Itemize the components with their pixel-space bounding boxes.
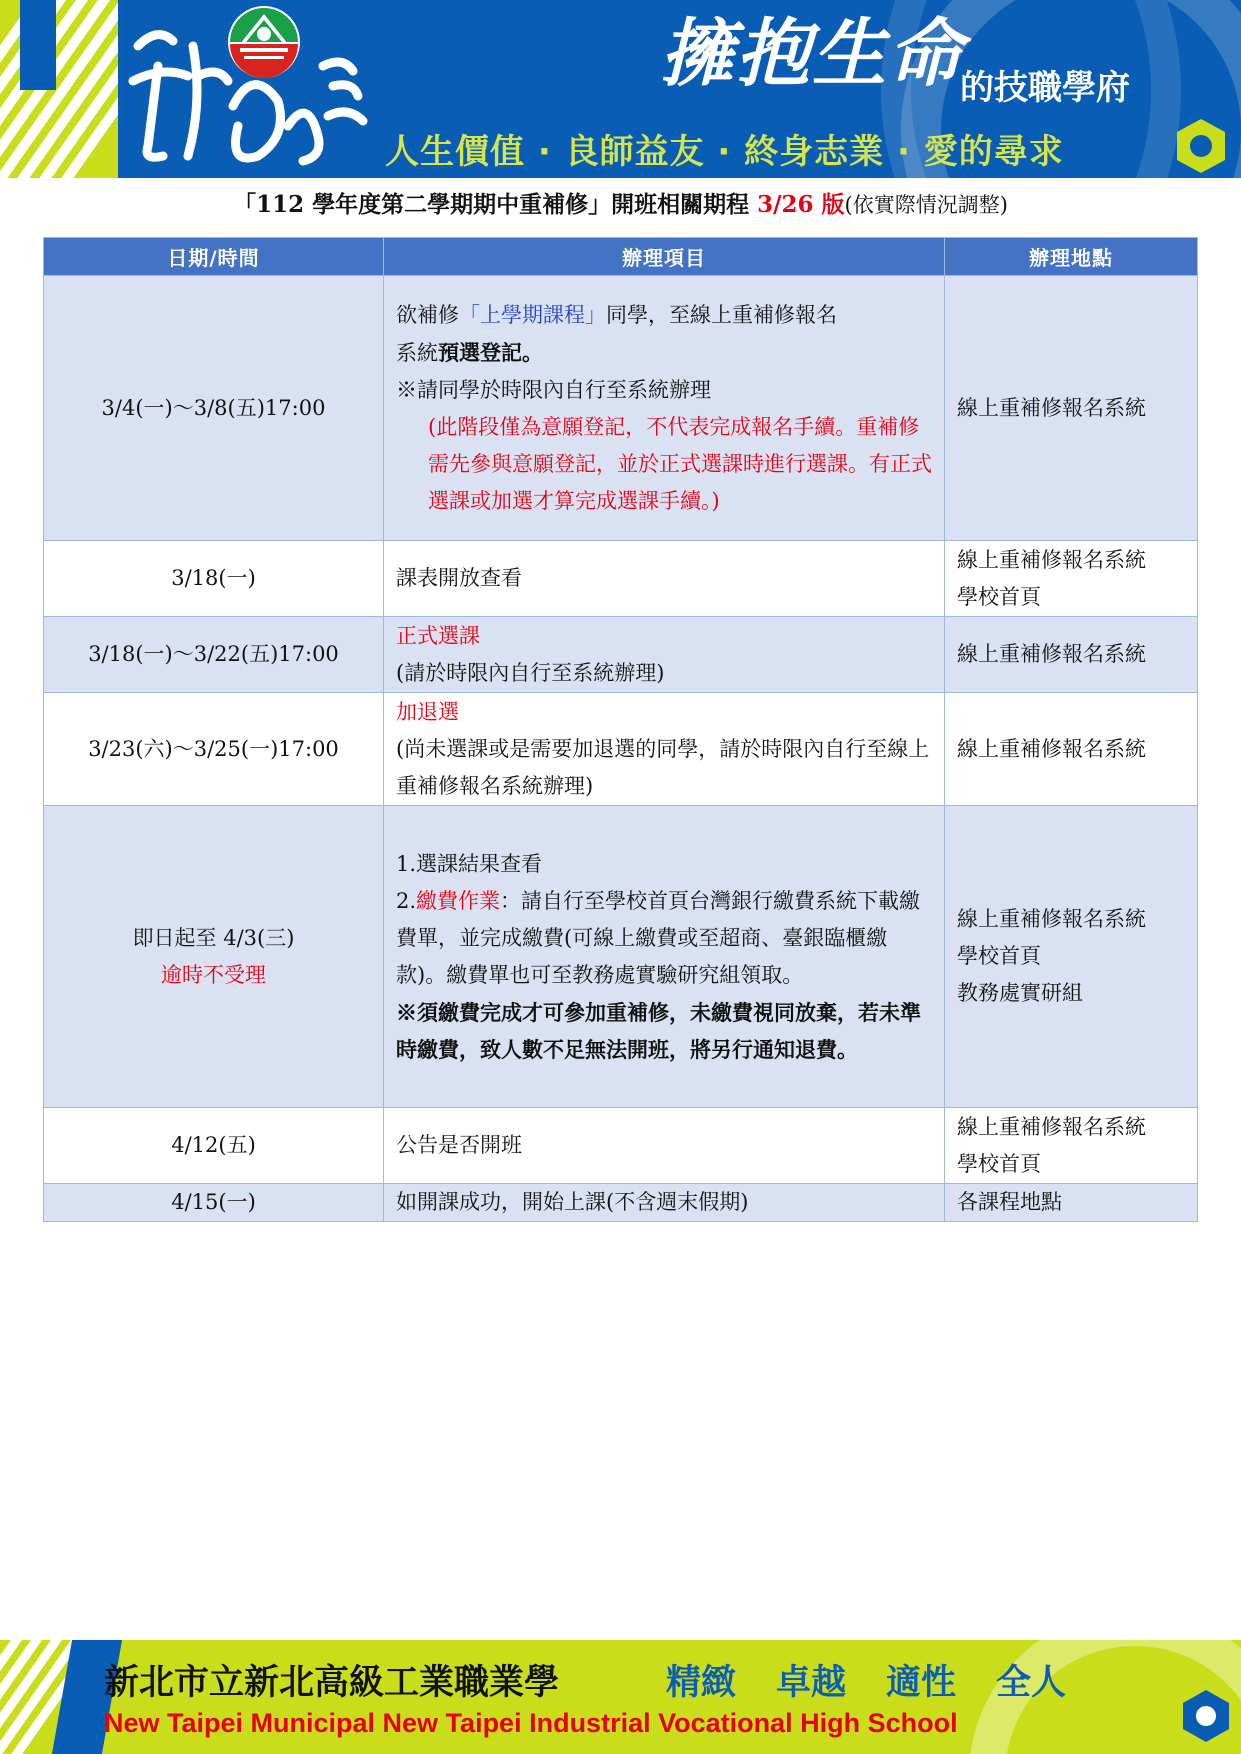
warning-note: (此階段僅為意願登記，不代表完成報名手續。重補修需先參與意願登記，並於正式選課時進行選課。有正式選課或加選才算完成選課手續。) xyxy=(428,414,932,513)
row-item: 公告是否開班 xyxy=(384,1108,945,1184)
header-banner xyxy=(0,0,1241,178)
title-version: 3/26 版 xyxy=(757,191,845,218)
schedule-table xyxy=(43,237,1198,1222)
row-location: 線上重補修報名系統 xyxy=(945,693,1198,806)
title-note: (依實際情況調整) xyxy=(844,193,1008,217)
table-header-row xyxy=(44,238,1198,276)
row-item: 正式選課 (請於時限內自行至系統辦理) xyxy=(384,617,945,693)
school-name-english: New Taipei Municipal New Taipei Industrial Vocational High School xyxy=(104,1708,958,1738)
row-date: 4/15(一) xyxy=(44,1184,384,1222)
row-date: 4/12(五) xyxy=(44,1108,384,1184)
table-row xyxy=(44,276,1198,541)
header-location: 辦理地點 xyxy=(945,238,1198,276)
slogan-sub: 的技職學府 xyxy=(960,68,1130,108)
row-location: 線上重補修報名系統 學校首頁 xyxy=(945,1108,1198,1184)
row-item: 1.選課結果查看 2.繳費作業：請自行至學校首頁台灣銀行繳費系統下載繳費單，並完成繳費(可線上繳費或至超商、臺銀臨櫃繳款)。繳費單也可至教務處實驗研究組領取。 ※須繳費完成才可參加重補修，未繳費視同放棄，若未準時繳費，致人數不足無法開班，將另行通知退費。 xyxy=(384,806,945,1108)
calligraphy-logo xyxy=(118,6,378,176)
table-row xyxy=(44,693,1198,806)
row-location: 線上重補修報名系統 xyxy=(945,276,1198,541)
table-row xyxy=(44,1108,1198,1184)
row-location: 各課程地點 xyxy=(945,1184,1198,1222)
table-row xyxy=(44,1184,1198,1222)
row-item: 課表開放查看 xyxy=(384,541,945,617)
slogan-main: 擁抱生命 xyxy=(660,11,964,97)
row-location: 線上重補修報名系統 學校首頁 教務處實研組 xyxy=(945,806,1198,1108)
school-motto: 精緻 卓越 適性 全人 xyxy=(666,1663,1067,1703)
row-item: 欲補修「上學期課程」同學，至線上重補修報名 系統預選登記。 ※請同學於時限內自行至系統辦理 (此階段僅為意願登記，不代表完成報名手續。重補修需先參與意願登記，並於正式選課時進行選課。有正式選課或加選才算完成選課手續。) xyxy=(384,276,945,541)
banner-stripes xyxy=(0,0,118,178)
hexagon-icon xyxy=(1172,117,1230,175)
header-date: 日期/時間 xyxy=(44,238,384,276)
hexagon-icon xyxy=(1178,1688,1234,1744)
title-main: 「112 學年度第二學期期中重補修」開班相關期程 xyxy=(233,191,750,218)
row-location: 線上重補修報名系統 xyxy=(945,617,1198,693)
table-row xyxy=(44,806,1198,1108)
row-date: 即日起至 4/3(三) 逾時不受理 xyxy=(44,806,384,1108)
school-name-chinese: 新北市立新北高級工業職業學 xyxy=(104,1663,560,1703)
row-item: 如開課成功，開始上課(不含週末假期) xyxy=(384,1184,945,1222)
row-date: 3/18(一)～3/22(五)17:00 xyxy=(44,617,384,693)
payment-warning: ※須繳費完成才可參加重補修，未繳費視同放棄，若未準時繳費，致人數不足無法開班，將另行通知退費。 xyxy=(396,999,921,1062)
highlight-text: 「上學期課程」 xyxy=(459,302,606,327)
table-row xyxy=(44,617,1198,693)
document-title xyxy=(0,186,1241,219)
row-item: 加退選 (尚未選課或是需要加退選的同學，請於時限內自行至線上重補修報名系統辦理) xyxy=(384,693,945,806)
row-location: 線上重補修報名系統 學校首頁 xyxy=(945,541,1198,617)
table-row xyxy=(44,541,1198,617)
row-date: 3/23(六)～3/25(一)17:00 xyxy=(44,693,384,806)
row-date: 3/18(一) xyxy=(44,541,384,617)
row-date: 3/4(一)～3/8(五)17:00 xyxy=(44,276,384,541)
header-item: 辦理項目 xyxy=(384,238,945,276)
school-values: 人生價值 · 良師益友 · 終身志業 · 愛的尋求 xyxy=(385,132,1064,172)
